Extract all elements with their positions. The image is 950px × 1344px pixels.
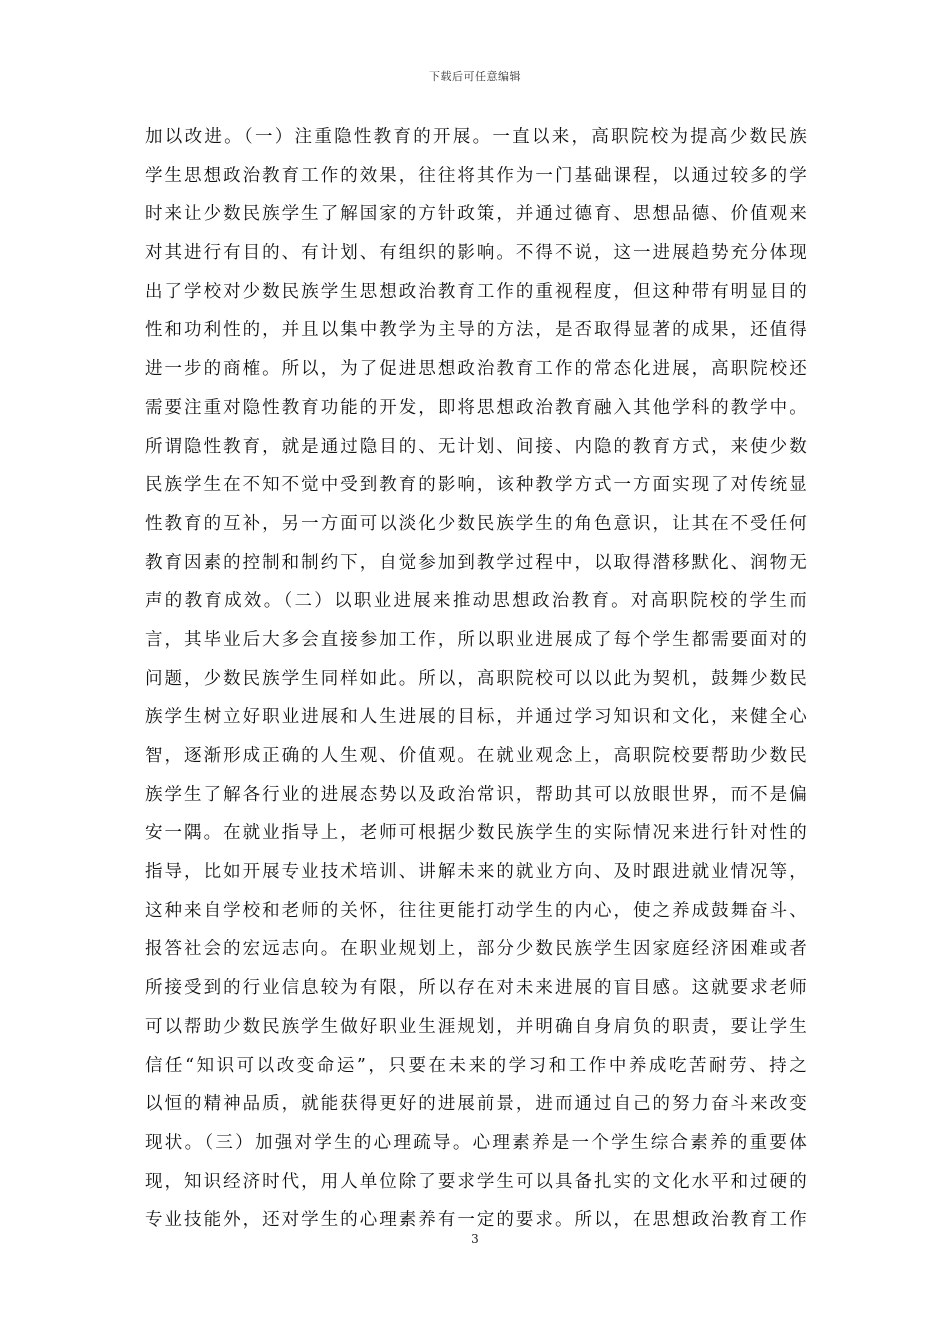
text-line: 现状。（三）加强对学生的心理疏导。心理素养是一个学生综合素养的重要体 bbox=[145, 1132, 807, 1153]
text-line: 以恒的精神品质，就能获得更好的进展前景，进而通过自己的努力奋斗来改变 bbox=[145, 1094, 807, 1115]
text-line: 族学生树立好职业进展和人生进展的目标，并通过学习知识和文化，来健全心 bbox=[145, 707, 807, 728]
text-line: 族学生了解各行业的进展态势以及政治常识，帮助其可以放眼世界，而不是偏 bbox=[145, 784, 807, 805]
body-text bbox=[145, 118, 807, 1240]
text-line: 问题，少数民族学生同样如此。所以，高职院校可以以此为契机，鼓舞少数民 bbox=[145, 668, 807, 689]
text-line: 报答社会的宏远志向。在职业规划上，部分少数民族学生因家庭经济困难或者 bbox=[145, 939, 807, 960]
text-line: 对其进行有目的、有计划、有组织的影响。不得不说，这一进展趋势充分体现 bbox=[145, 243, 807, 264]
text-line: 现，知识经济时代，用人单位除了要求学生可以具备扎实的文化水平和过硬的 bbox=[145, 1171, 807, 1192]
text-line: 声的教育成效。（二）以职业进展来推动思想政治教育。对高职院校的学生而 bbox=[145, 591, 807, 612]
text-line: 指导，比如开展专业技术培训、讲解未来的就业方向、及时跟进就业情况等， bbox=[145, 862, 807, 883]
text-line: 可以帮助少数民族学生做好职业生涯规划，并明确自身肩负的职责，要让学生 bbox=[145, 1016, 807, 1037]
text-line: 学生思想政治教育工作的效果，往往将其作为一门基础课程，以通过较多的学 bbox=[145, 165, 807, 186]
text-line: 加以改进。（一）注重隐性教育的开展。一直以来，高职院校为提高少数民族 bbox=[145, 127, 807, 147]
text-line: 智，逐渐形成正确的人生观、价值观。在就业观念上，高职院校要帮助少数民 bbox=[145, 746, 807, 766]
text-line: 安一隅。在就业指导上，老师可根据少数民族学生的实际情况来进行针对性的 bbox=[145, 823, 807, 844]
page-header: 下载后可任意编辑 bbox=[429, 70, 521, 83]
text-line: 性和功利性的，并且以集中教学为主导的方法，是否取得显著的成果，还值得 bbox=[145, 320, 807, 341]
text-line: 专业技能外，还对学生的心理素养有一定的要求。所以，在思想政治教育工作 bbox=[145, 1210, 807, 1231]
text-line: 出了学校对少数民族学生思想政治教育工作的重视程度，但这种带有明显目的 bbox=[145, 281, 807, 302]
text-line: 民族学生在不知不觉中受到教育的影响，该种教学方式一方面实现了对传统显 bbox=[145, 475, 807, 496]
text-line: 这种来自学校和老师的关怀，往往更能打动学生的内心，使之养成鼓舞奋斗、 bbox=[145, 900, 807, 921]
text-line: 言，其毕业后大多会直接参加工作，所以职业进展成了每个学生都需要面对的 bbox=[145, 629, 807, 650]
text-line: 时来让少数民族学生了解国家的方针政策，并通过德育、思想品德、价值观来 bbox=[145, 204, 807, 225]
page-number: 3 bbox=[471, 1232, 479, 1246]
text-line: 教育因素的控制和制约下，自觉参加到教学过程中，以取得潜移默化、润物无 bbox=[145, 552, 807, 573]
text-line: 需要注重对隐性教育功能的开发，即将思想政治教育融入其他学科的教学中。 bbox=[145, 397, 807, 418]
text-line: 性教育的互补，另一方面可以淡化少数民族学生的角色意识，让其在不受任何 bbox=[145, 513, 807, 534]
text-line: 所接受到的行业信息较为有限，所以存在对未来进展的盲目感。这就要求老师 bbox=[145, 978, 807, 999]
text-line: 进一步的商榷。所以，为了促进思想政治教育工作的常态化进展，高职院校还 bbox=[145, 359, 807, 380]
text-line: 所谓隐性教育，就是通过隐目的、无计划、间接、内隐的教育方式，来使少数 bbox=[145, 436, 807, 457]
text-line: 信任“知识可以改变命运”，只要在未来的学习和工作中养成吃苦耐劳、持之 bbox=[145, 1055, 807, 1076]
